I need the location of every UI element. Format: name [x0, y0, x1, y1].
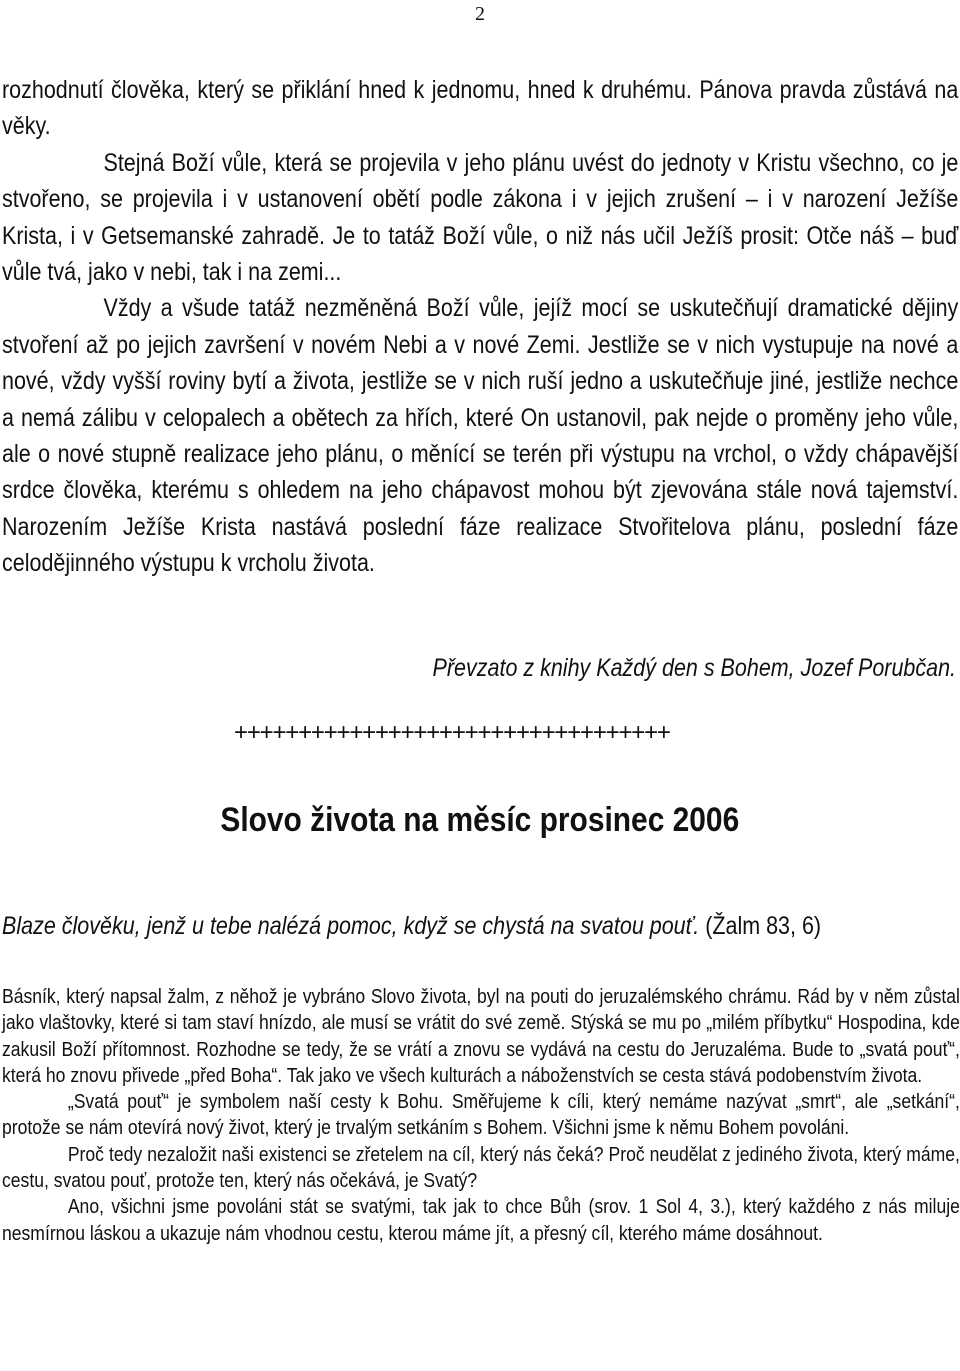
- article-body: [2, 72, 958, 582]
- paragraph-2: Stejná Boží vůle, která se projevila v jeho plánu uvést do jednoty v Kristu všechno, co je stvořeno, se projevila i v ustanovení obětí podle zákona i v jejich zrušení – i v narození Ježíše Krista, i v Getsemanské zahradě. Je to tatáž Boží vůle, o niž nás učil Ježíš prosit: Otče náš – buď vůle tvá, jako v nebi, tak i na zemi...: [2, 148, 959, 287]
- paragraph-1: rozhodnutí člověka, který se přiklání hned k jednomu, hned k druhému. Pánova pravda zůstává na věky.: [2, 76, 959, 141]
- scripture-quote: [2, 908, 821, 944]
- reflection-paragraph-3: Proč tedy nezaložit naši existenci se zřetelem na cíl, který nás čeká? Proč neudělat z jediného života, který máme, cestu, svatou pouť, protože ten, který nás očekává, je Svatý?: [2, 1143, 960, 1193]
- reflection-paragraph-2: „Svatá pouť“ je symbolem naší cesty k Bohu. Směřujeme k cíli, který nemáme nazývat „smrt“, ale „setkání“, protože se nám otevírá nový život, který je trvalým setkáním s Bohem. Všichni jsme k němu Bohem povoláni.: [2, 1091, 960, 1140]
- section-separator: ++++++++++++++++++++++++++++++++++: [234, 719, 670, 746]
- source-attribution: Převzato z knihy Každý den s Bohem, Jozef Porubčan.: [432, 654, 956, 682]
- section-heading-text: Slovo života na měsíc prosinec 2006: [220, 801, 740, 839]
- paragraph-3: Vždy a všude tatáž nezměněná Boží vůle, jejíž mocí se uskutečňují dramatické dějiny stvoření až po jejich završení v novém Nebi a v nové Zemi. Jestliže se v nich vystupuje na nové a nové, vždy vyšší roviny bytí a života, jestliže se v nich ruší jedno a uskutečňuje jiné, jestliže nechce a nemá zálibu v celopalech a obětech za hřích, které On ustanovil, pak nejde o proměny jeho vůle, ale o nové stupně realizace jeho plánu, o měnící se terén při výstupu na vrchol, o vždy chápavější srdce člověka, kterému s ohledem na jeho chápavost mohou být zjevována stále nová tajemství. Narozením Ježíše Krista nastává poslední fáze realizace Stvořitelova plánu, poslední fáze celodějinného výstupu k vrcholu života.: [2, 294, 959, 578]
- quote-text: Blaze člověku, jenž u tebe nalézá pomoc, když se chystá na svatou pouť.: [2, 912, 700, 940]
- reflection-paragraph-1: Básník, který napsal žalm, z něhož je vybráno Slovo života, byl na pouti do jeruzalémského chrámu. Rád by v něm zůstal jako vlaštovky, které si tam staví hnízdo, ale musí se vrátit do své země. Stýská se mu po „milém příbytku“ Hospodina, kde zakusil Boží přítomnost. Rozhodne se tedy, že se vrátí a znovu se vydává na cestu do Jeruzaléma. Bude to „svatá pouť“, která ho znovu přivede „před Boha“. Tak jako ve všech kulturách a náboženstvích se cesta stává podobenstvím života.: [2, 986, 960, 1087]
- reflection-paragraph-4: Ano, všichni jsme povoláni stát se svatými, tak jak to chce Bůh (srov. 1 Sol 4, 3.), který každého z nás miluje nesmírnou láskou a ukazuje nám vhodnou cestu, kterou máme jít, a přesný cíl, kterého máme dosáhnout.: [2, 1196, 960, 1245]
- section-heading: [0, 798, 960, 842]
- page-number: 2: [475, 3, 485, 25]
- reflection-body: [2, 984, 960, 1247]
- quote-reference: (Žalm 83, 6): [699, 912, 822, 940]
